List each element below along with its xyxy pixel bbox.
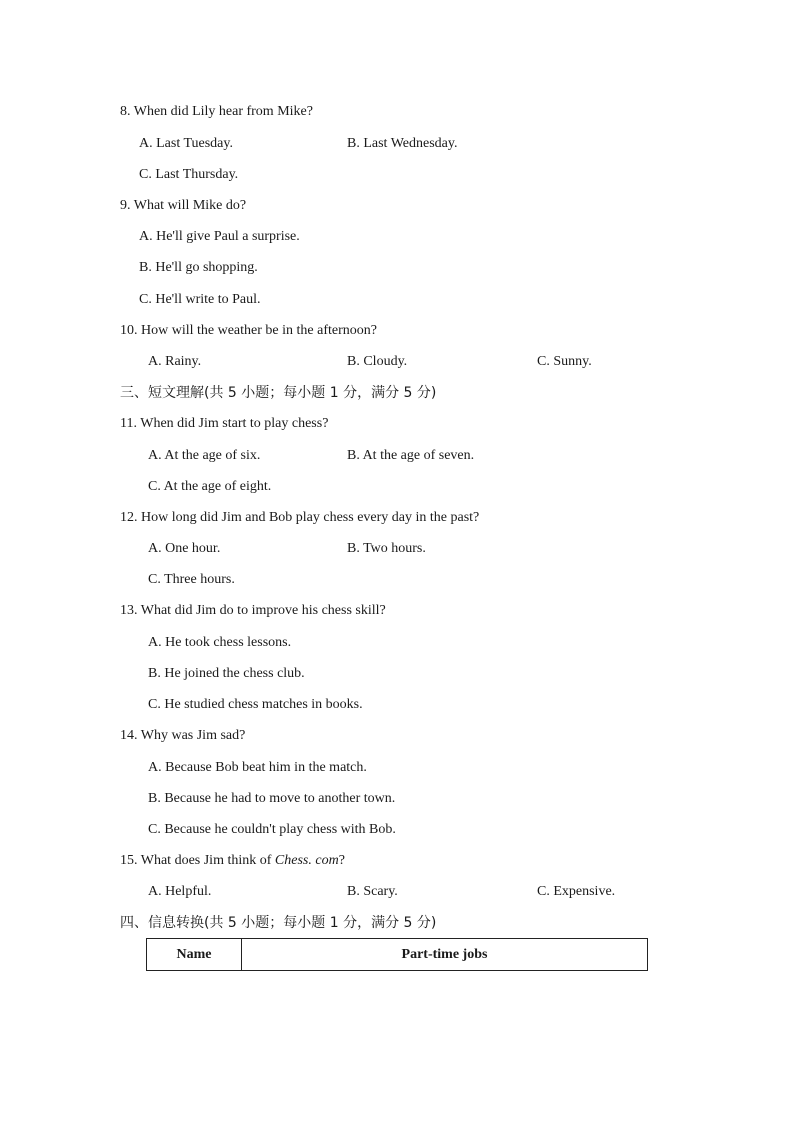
question-10-option-c[interactable]: C. Sunny. bbox=[537, 354, 592, 369]
question-13-stem: 13. What did Jim do to improve his chess skill? bbox=[120, 603, 386, 618]
question-11-stem: 11. When did Jim start to play chess? bbox=[120, 416, 329, 431]
question-8-option-b[interactable]: B. Last Wednesday. bbox=[347, 136, 458, 151]
question-12-option-a[interactable]: A. One hour. bbox=[148, 541, 221, 556]
question-11-option-c[interactable]: C. At the age of eight. bbox=[148, 479, 272, 494]
question-10-option-b[interactable]: B. Cloudy. bbox=[347, 354, 408, 369]
question-13-option-b[interactable]: B. He joined the chess club. bbox=[148, 666, 305, 681]
question-15-option-b[interactable]: B. Scary. bbox=[347, 884, 398, 899]
question-13-option-c[interactable]: C. He studied chess matches in books. bbox=[148, 697, 363, 712]
question-8-stem: 8. When did Lily hear from Mike? bbox=[120, 104, 313, 119]
question-14-stem: 14. Why was Jim sad? bbox=[120, 728, 246, 743]
question-15-stem-website: Chess. com bbox=[274, 853, 339, 868]
question-13-option-a[interactable]: A. He took chess lessons. bbox=[148, 635, 292, 650]
question-10-option-a[interactable]: A. Rainy. bbox=[148, 354, 202, 369]
question-11-option-a[interactable]: A. At the age of six. bbox=[148, 448, 261, 463]
question-9-option-c[interactable]: C. He'll write to Paul. bbox=[139, 292, 261, 307]
question-8-option-c[interactable]: C. Last Thursday. bbox=[139, 167, 239, 182]
question-15-option-c[interactable]: C. Expensive. bbox=[537, 884, 616, 899]
question-9-stem: 9. What will Mike do? bbox=[120, 198, 247, 213]
info-table bbox=[146, 938, 648, 971]
question-11-option-b[interactable]: B. At the age of seven. bbox=[347, 448, 475, 463]
question-15-stem bbox=[120, 852, 345, 870]
info-table-header-jobs: Part-time jobs bbox=[242, 939, 648, 971]
question-15-option-a[interactable]: A. Helpful. bbox=[148, 884, 212, 899]
question-12-option-c[interactable]: C. Three hours. bbox=[148, 572, 235, 587]
section-4-heading: 四、信息转换(共 5 小题；每小题 1 分，满分 5 分) bbox=[120, 915, 437, 931]
info-table-header-row bbox=[147, 939, 648, 971]
question-9-option-a[interactable]: A. He'll give Paul a surprise. bbox=[139, 229, 300, 244]
info-table-header-name: Name bbox=[147, 939, 242, 971]
question-12-option-b[interactable]: B. Two hours. bbox=[347, 541, 426, 556]
question-15-stem-suffix: ? bbox=[338, 853, 345, 868]
question-10-stem: 10. How will the weather be in the afternoon? bbox=[120, 323, 377, 338]
section-3-heading: 三、短文理解(共 5 小题；每小题 1 分，满分 5 分) bbox=[120, 385, 437, 401]
question-12-stem: 12. How long did Jim and Bob play chess every day in the past? bbox=[120, 510, 480, 525]
question-14-option-a[interactable]: A. Because Bob beat him in the match. bbox=[148, 760, 367, 775]
question-9-option-b[interactable]: B. He'll go shopping. bbox=[139, 260, 258, 275]
question-15-stem-prefix: 15. What does Jim think of bbox=[120, 853, 275, 868]
question-14-option-c[interactable]: C. Because he couldn't play chess with Bob. bbox=[148, 822, 396, 837]
question-8-option-a[interactable]: A. Last Tuesday. bbox=[139, 136, 233, 151]
question-14-option-b[interactable]: B. Because he had to move to another town. bbox=[148, 791, 396, 806]
